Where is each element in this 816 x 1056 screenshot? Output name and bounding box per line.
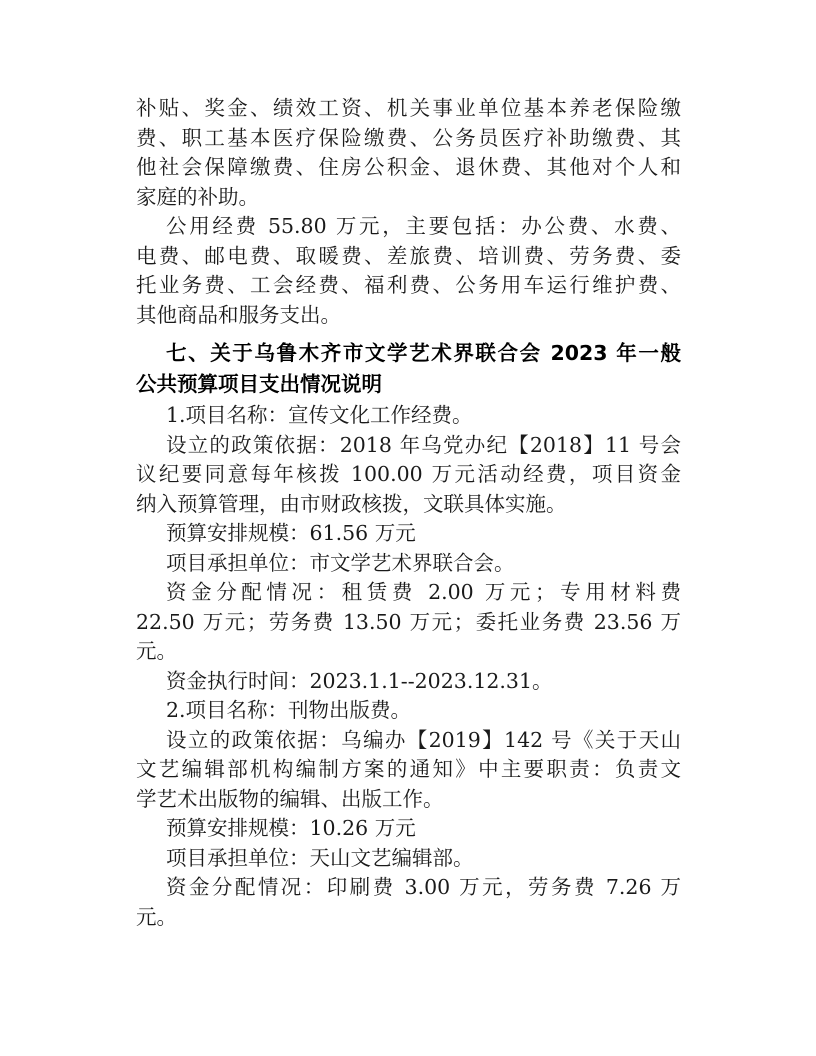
budget-scale: 预算安排规模：10.26 万元 — [166, 816, 416, 840]
responsible-unit: 项目承担单位：市文学艺术界联合会。 — [166, 550, 515, 575]
text-line: 设立的政策依据：2018 年乌党办纪【2018】11 号会 — [166, 432, 681, 457]
text-line: 资金分配情况：印刷费 3.00 万元，劳务费 7.26 万 — [166, 875, 681, 899]
text-line: 他社会保障缴费、住房公积金、退休费、其他对个人和 — [136, 155, 681, 179]
text-line: 资金分配情况：租赁费 2.00 万元；专用材料费 — [166, 580, 681, 604]
project-2 — [136, 696, 681, 932]
text-line: 22.50 万元；劳务费 13.50 万元；委托业务费 23.56 万 — [136, 609, 681, 634]
text-line: 电费、邮电费、取暖费、差旅费、培训费、劳务费、委 — [136, 243, 681, 268]
project-name: 1.项目名称：宣传文化工作经费。 — [166, 403, 473, 427]
text-line: 公用经费 55.80 万元，主要包括：办公费、水费、 — [166, 214, 681, 238]
fund-allocation-paragraph — [136, 578, 681, 667]
policy-basis-paragraph — [136, 431, 681, 520]
section-heading — [136, 338, 681, 400]
personnel-expense-paragraph — [136, 94, 681, 212]
execution-period: 资金执行时间：2023.1.1--2023.12.31。 — [166, 668, 553, 693]
text-line: 纳入预算管理，由市财政核拨，文联具体实施。 — [136, 491, 567, 516]
text-line: 托业务费、工会经费、福利费、公务用车运行维护费、 — [136, 273, 681, 297]
fund-allocation-paragraph — [136, 873, 681, 932]
text-line: 议纪要同意每年核拨 100.00 万元活动经费，项目资金 — [136, 462, 681, 486]
project-1 — [136, 401, 681, 696]
heading-line: 七、关于乌鲁木齐市文学艺术界联合会 2023 年一般 — [166, 341, 681, 365]
text-line: 设立的政策依据：乌编办【2019】142 号《关于天山 — [166, 727, 681, 752]
heading-line: 公共预算项目支出情况说明 — [136, 372, 382, 396]
public-expense-paragraph — [136, 212, 681, 330]
text-line: 学艺术出版物的编辑、出版工作。 — [136, 786, 444, 811]
project-name: 2.项目名称：刊物出版费。 — [166, 698, 412, 722]
budget-scale: 预算安排规模：61.56 万元 — [166, 521, 416, 545]
responsible-unit: 项目承担单位：天山文艺编辑部。 — [166, 845, 474, 870]
text-line: 补贴、奖金、绩效工资、机关事业单位基本养老保险缴 — [136, 96, 681, 120]
text-line: 家庭的补助。 — [136, 184, 259, 209]
policy-basis-paragraph — [136, 726, 681, 815]
document-body — [136, 94, 681, 932]
text-line: 费、职工基本医疗保险缴费、公务员医疗补助缴费、其 — [136, 125, 681, 150]
text-line: 其他商品和服务支出。 — [136, 302, 341, 327]
text-line: 文艺编辑部机构编制方案的通知》中主要职责：负责文 — [136, 757, 681, 781]
text-line: 元。 — [136, 639, 177, 663]
text-line: 元。 — [136, 904, 177, 929]
